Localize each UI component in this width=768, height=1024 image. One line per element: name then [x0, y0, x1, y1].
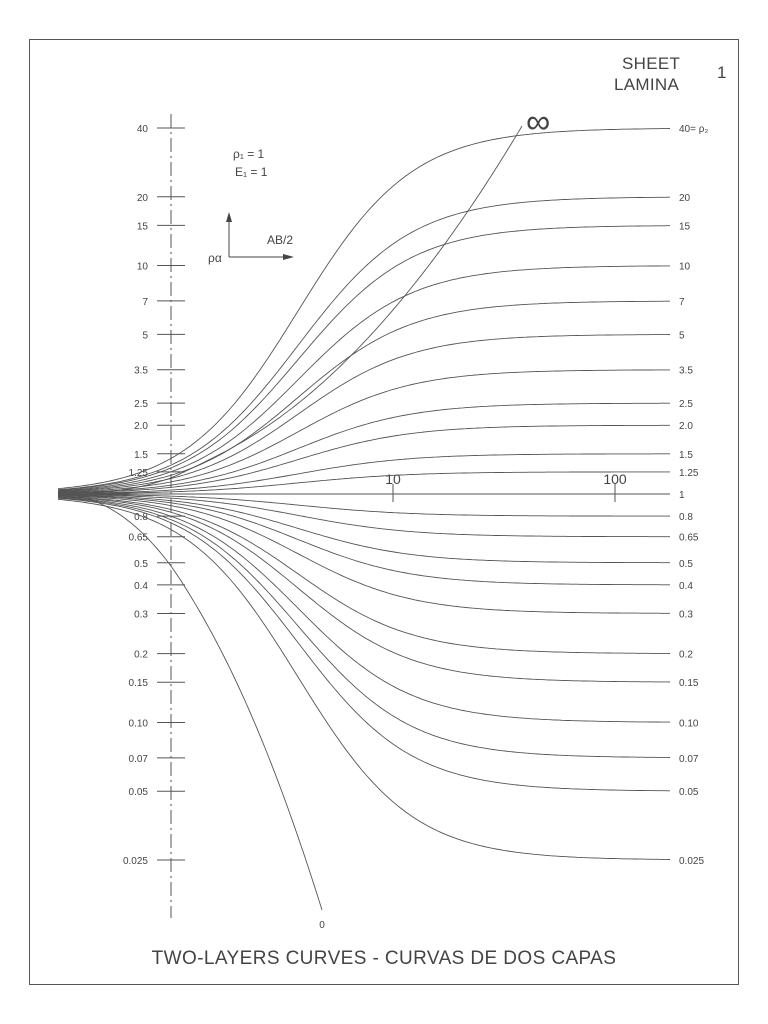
infinity-symbol: ∞	[526, 103, 551, 141]
curve-rho2-0.025	[58, 499, 670, 859]
curve-label: 0.07	[679, 753, 699, 765]
y-tick-label: 0.10	[128, 718, 148, 730]
curve-label: 2.0	[679, 421, 693, 433]
curve-rho2-15	[58, 226, 670, 490]
rho-a-label: ρα	[208, 251, 222, 265]
curve-labels	[319, 124, 708, 931]
curve-rho2-0.05	[58, 498, 670, 791]
y-tick-label: 0.07	[128, 753, 148, 765]
curve-label: 0.2	[679, 649, 693, 661]
y-tick-label: 0.65	[128, 532, 148, 544]
curve-label: 0	[319, 920, 325, 931]
y-tick-label: 7	[142, 296, 148, 308]
y-tick-label: 2.0	[134, 421, 148, 433]
curve-label: 20	[679, 192, 691, 204]
chart-title: TWO-LAYERS CURVES - CURVAS DE DOS CAPAS	[151, 948, 617, 969]
y-tick-label: 0.025	[122, 856, 148, 867]
curve-rho2-2.5	[58, 403, 670, 493]
curve-label: 0.65	[679, 532, 699, 544]
curve-label: 10	[679, 261, 691, 273]
curve-rho2-0.10	[58, 497, 670, 722]
ab2-arrowhead	[283, 254, 294, 260]
curve-label: 0.05	[679, 787, 699, 799]
y-tick-label: 0.8	[134, 512, 148, 524]
curve-rho2-20	[58, 197, 670, 490]
y-tick-label: 40	[136, 124, 148, 135]
curve-rho2-5	[58, 335, 670, 492]
curve-label: 0.15	[679, 678, 699, 690]
curve-rho2-0.2	[58, 496, 670, 653]
y-tick-label: 15	[136, 221, 148, 233]
curve-label: 5	[679, 330, 685, 342]
curve-label: 1.25	[679, 467, 699, 479]
rho1-label: ρ₁ = 1	[233, 147, 265, 161]
curve-label: 1.5	[679, 449, 693, 461]
curve-label: 2.5	[679, 399, 693, 411]
y-tick-label: 10	[136, 261, 148, 273]
curve-rho2-0.15	[58, 497, 670, 682]
curve-label: 3.5	[679, 365, 693, 377]
curve-rho2-0.3	[58, 496, 670, 614]
rho-a-arrowhead	[226, 212, 232, 222]
curve-rho2-	[58, 126, 522, 494]
curve-label: 0.8	[679, 512, 693, 524]
lamina-label: LAMINA	[614, 75, 680, 94]
legend	[208, 147, 294, 265]
curve-rho2-7	[58, 301, 670, 491]
curve-label: 1	[679, 490, 685, 501]
e1-label: E₁ = 1	[235, 165, 268, 179]
y-tick-label: 0.15	[128, 678, 148, 690]
x-axis	[171, 471, 670, 502]
y-tick-label: 0.2	[134, 649, 148, 661]
curve-label: 0.5	[679, 558, 693, 570]
sheet-label: SHEET	[622, 54, 681, 73]
x-tick-label: 10	[385, 471, 401, 487]
y-tick-label: 1.5	[134, 449, 148, 461]
x-tick-label: 100	[603, 471, 627, 487]
curve-label: 7	[679, 296, 685, 308]
y-tick-label: 3.5	[134, 365, 148, 377]
y-tick-label: 0.05	[128, 787, 148, 799]
curve-label: 0.10	[679, 718, 699, 730]
ab2-label: AB/2	[267, 233, 294, 247]
curve-label: 15	[679, 221, 691, 233]
y-tick-label: 0.5	[134, 558, 148, 570]
curve-label: 40= ρ₂	[679, 124, 709, 135]
curve-label: 0.4	[679, 580, 693, 592]
curve-label: 0.3	[679, 609, 693, 621]
curve-rho2-40	[58, 129, 670, 489]
y-tick-label: 2.5	[134, 399, 148, 411]
curve-rho2-0	[58, 494, 322, 910]
sheet-number: 1	[717, 63, 727, 82]
y-tick-label: 5	[142, 330, 148, 342]
curve-label: 0.025	[679, 856, 705, 867]
y-tick-label: 0.3	[134, 609, 148, 621]
y-tick-label: 1.25	[128, 467, 148, 479]
curves	[58, 126, 670, 910]
y-tick-label: 0.4	[134, 580, 148, 592]
curve-rho2-10	[58, 266, 670, 491]
y-tick-label: 20	[136, 192, 148, 204]
